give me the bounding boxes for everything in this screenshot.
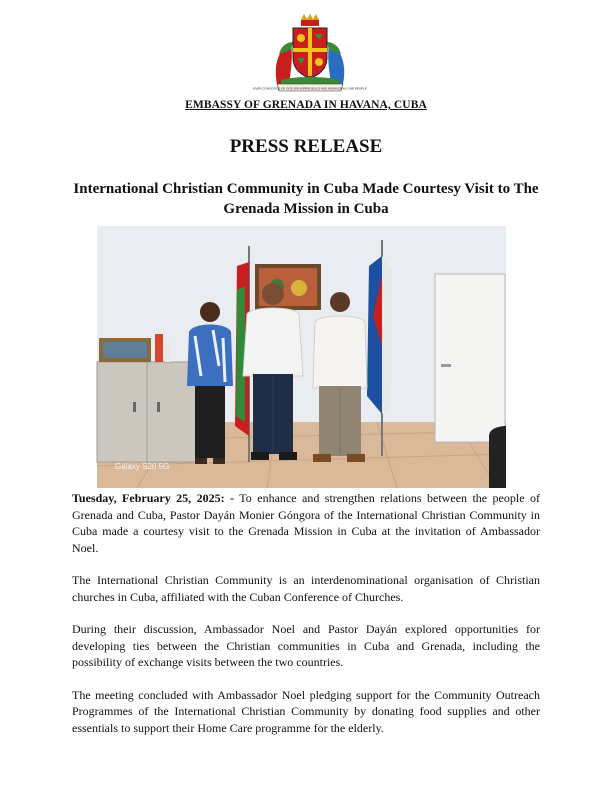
- press-release-headline: International Christian Community in Cuba Made Courtesy Visit to The Grenada Mission in Cuba: [73, 181, 539, 217]
- paragraph-3: During their discussion, Ambassador Noel and Pastor Dayán explored opportunities for developing ties between the Christian communities in Cuba and Grenada, including the possibility of exchange visits between the two countries.: [72, 622, 540, 669]
- meeting-photo-icon: [97, 226, 506, 488]
- photo-watermark: Galaxy S20 5G: [115, 462, 170, 471]
- page-title: PRESS RELEASE: [229, 136, 383, 157]
- grenada-coat-of-arms-icon: [253, 14, 367, 94]
- embassy-name: EMBASSY OF GRENADA IN HAVANA, CUBA: [185, 99, 427, 111]
- svg-text:EVER CONSCIOUS OF GOD WE ASPIR: EVER CONSCIOUS OF GOD WE ASPIRE BUILD AND ADVANCE AS ONE PEOPLE: [253, 86, 367, 91]
- paragraph-4: The meeting concluded with Ambassador Noel pledging support for the Community Outreach Programmes of the International Christian Community by donating food supplies and other essentials to support their Home Care programme for the elderly.: [72, 687, 540, 735]
- press-release-body: [72, 490, 540, 752]
- paragraph-1: Tuesday, February 25, 2025: - To enhance and strengthen relations between the people of Grenada and Cuba, Pastor Dayán Monier Góngora of the International Christian Community in Cuba made a courtesy visit to the Grenada Mission in Cuba at the invitation of Ambassador Noel.: [72, 491, 540, 555]
- dateline: Tuesday, February 25, 2025: -: [72, 491, 235, 505]
- paragraph-2: The International Christian Community is an interdenominational organisation of Christian churches in Cuba, affiliated with the Cuban Conference of Churches.: [72, 573, 540, 604]
